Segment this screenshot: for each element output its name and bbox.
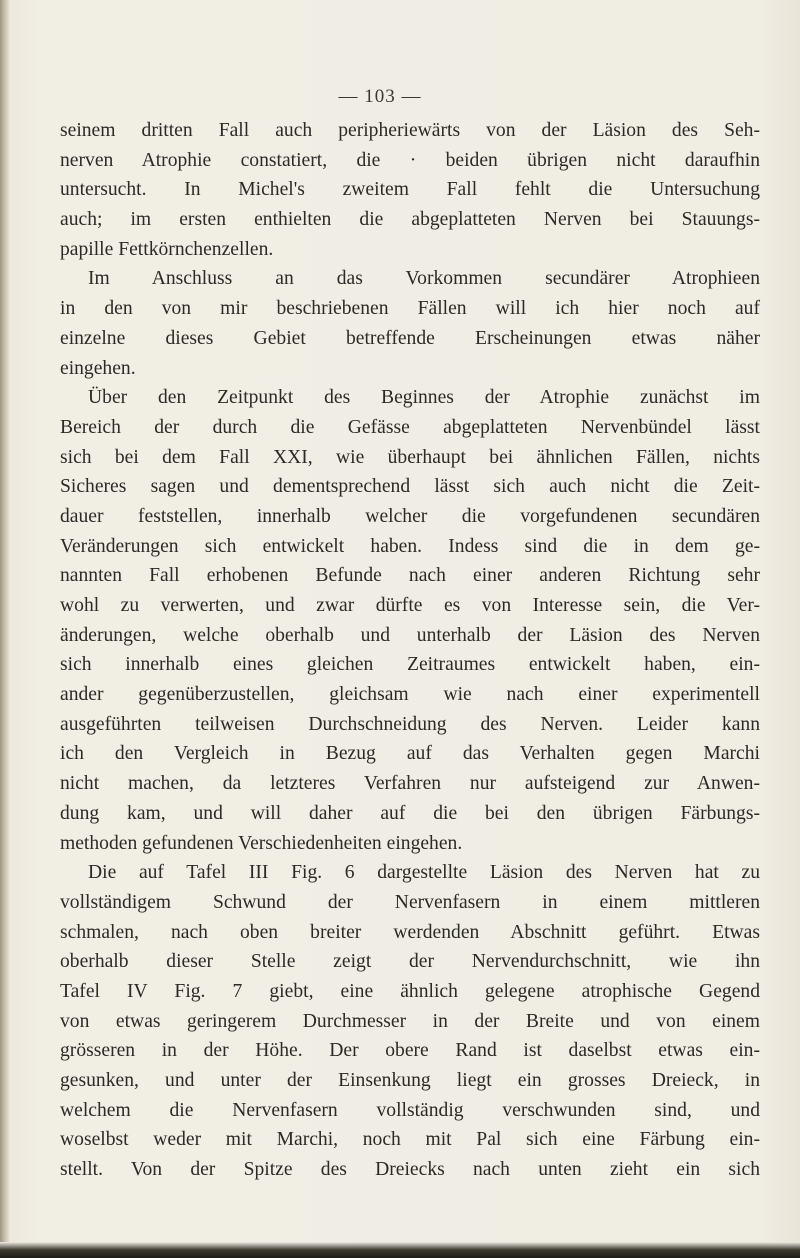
page-bottom-edge [0, 1242, 800, 1258]
text-line: in den von mir beschriebenen Fällen will ich hier noch auf [60, 298, 760, 320]
text-line: änderungen, welche oberhalb und unterhalb der Läsion des Nerven [60, 624, 760, 646]
text-line: methoden gefundenen Verschiedenheiten eingehen. [60, 832, 463, 854]
text-line: Tafel IV Fig. 7 giebt, eine ähnlich gelegene atrophische Gegend [60, 980, 760, 1002]
text-line: Über den Zeitpunkt des Beginnes der Atrophie zunächst im [88, 387, 760, 409]
text-line: ich den Vergleich in Bezug auf das Verhalten gegen Marchi [60, 743, 760, 765]
text-line: papille Fettkörnchenzellen. [60, 238, 274, 260]
text-line: gesunken, und unter der Einsenkung liegt ein grosses Dreieck, in [60, 1070, 760, 1091]
page-number: — 103 — [338, 86, 422, 107]
text-line: Die auf Tafel III Fig. 6 dargestellte Läsion des Nerven hat zu [88, 862, 760, 884]
text-line: Sicheres sagen und dementsprechend lässt sich auch nicht die Zeit- [60, 476, 760, 498]
text-line: schmalen, nach oben breiter werdenden Abschnitt geführt. Etwas [60, 921, 760, 943]
text-line: oberhalb dieser Stelle zeigt der Nervendurchschnitt, wie ihn [60, 951, 760, 973]
text-line: nannten Fall erhobenen Befunde nach einer anderen Richtung sehr [60, 565, 760, 587]
text-line: grösseren in der Höhe. Der obere Rand ist daselbst etwas ein- [60, 1040, 760, 1062]
text-line: nicht machen, da letzteres Verfahren nur aufsteigend zur Anwen- [60, 773, 760, 795]
text-line: von etwas geringerem Durchmesser in der Breite und von einem [60, 1010, 760, 1032]
text-line: Veränderungen sich entwickelt haben. Indess sind die in dem ge- [60, 535, 760, 557]
text-line: woselbst weder mit Marchi, noch mit Pal sich eine Färbung ein- [60, 1129, 760, 1151]
text-line: Im Anschluss an das Vorkommen secundärer Atrophieen [88, 268, 760, 290]
text-line: seinem dritten Fall auch peripheriewärts von der Läsion des Seh- [60, 120, 760, 141]
text-line: dung kam, und will daher auf die bei den übrigen Färbungs- [60, 802, 760, 824]
text-line: sich innerhalb eines gleichen Zeitraumes entwickelt haben, ein- [60, 654, 760, 676]
page-binding-edge [0, 0, 9, 1258]
text-line: stellt. Von der Spitze des Dreiecks nach unten zieht ein sich [60, 1159, 760, 1181]
text-line: ander gegenüberzustellen, gleichsam wie nach einer experimentell [60, 684, 760, 706]
text-line: dauer feststellen, innerhalb welcher die vorgefundenen secundären [60, 505, 760, 527]
text-line: auch; im ersten enthielten die abgeplatteten Nerven bei Stauungs- [60, 209, 760, 231]
text-line: ausgeführten teilweisen Durchschneidung des Nerven. Leider kann [60, 713, 760, 735]
text-line: nerven Atrophie constatiert, die · beiden übrigen nicht daraufhin [60, 149, 760, 171]
text-line: eingehen. [60, 357, 136, 379]
text-line: welchem die Nervenfasern vollständig verschwunden sind, und [60, 1099, 760, 1121]
text-line: wohl zu verwerten, und zwar dürfte es von Interesse sein, die Ver- [60, 595, 760, 616]
text-line: Bereich der durch die Gefässe abgeplatteten Nervenbündel lässt [60, 416, 760, 438]
text-line: vollständigem Schwund der Nervenfasern in einem mittleren [60, 891, 760, 913]
text-line: untersucht. In Michel's zweitem Fall fehlt die Untersuchung [60, 179, 760, 201]
text-line: einzelne dieses Gebiet betreffende Erscheinungen etwas näher [60, 327, 760, 349]
text-line: sich bei dem Fall XXI, wie überhaupt bei ähnlichen Fällen, nichts [60, 446, 760, 468]
body-text [60, 116, 760, 1185]
